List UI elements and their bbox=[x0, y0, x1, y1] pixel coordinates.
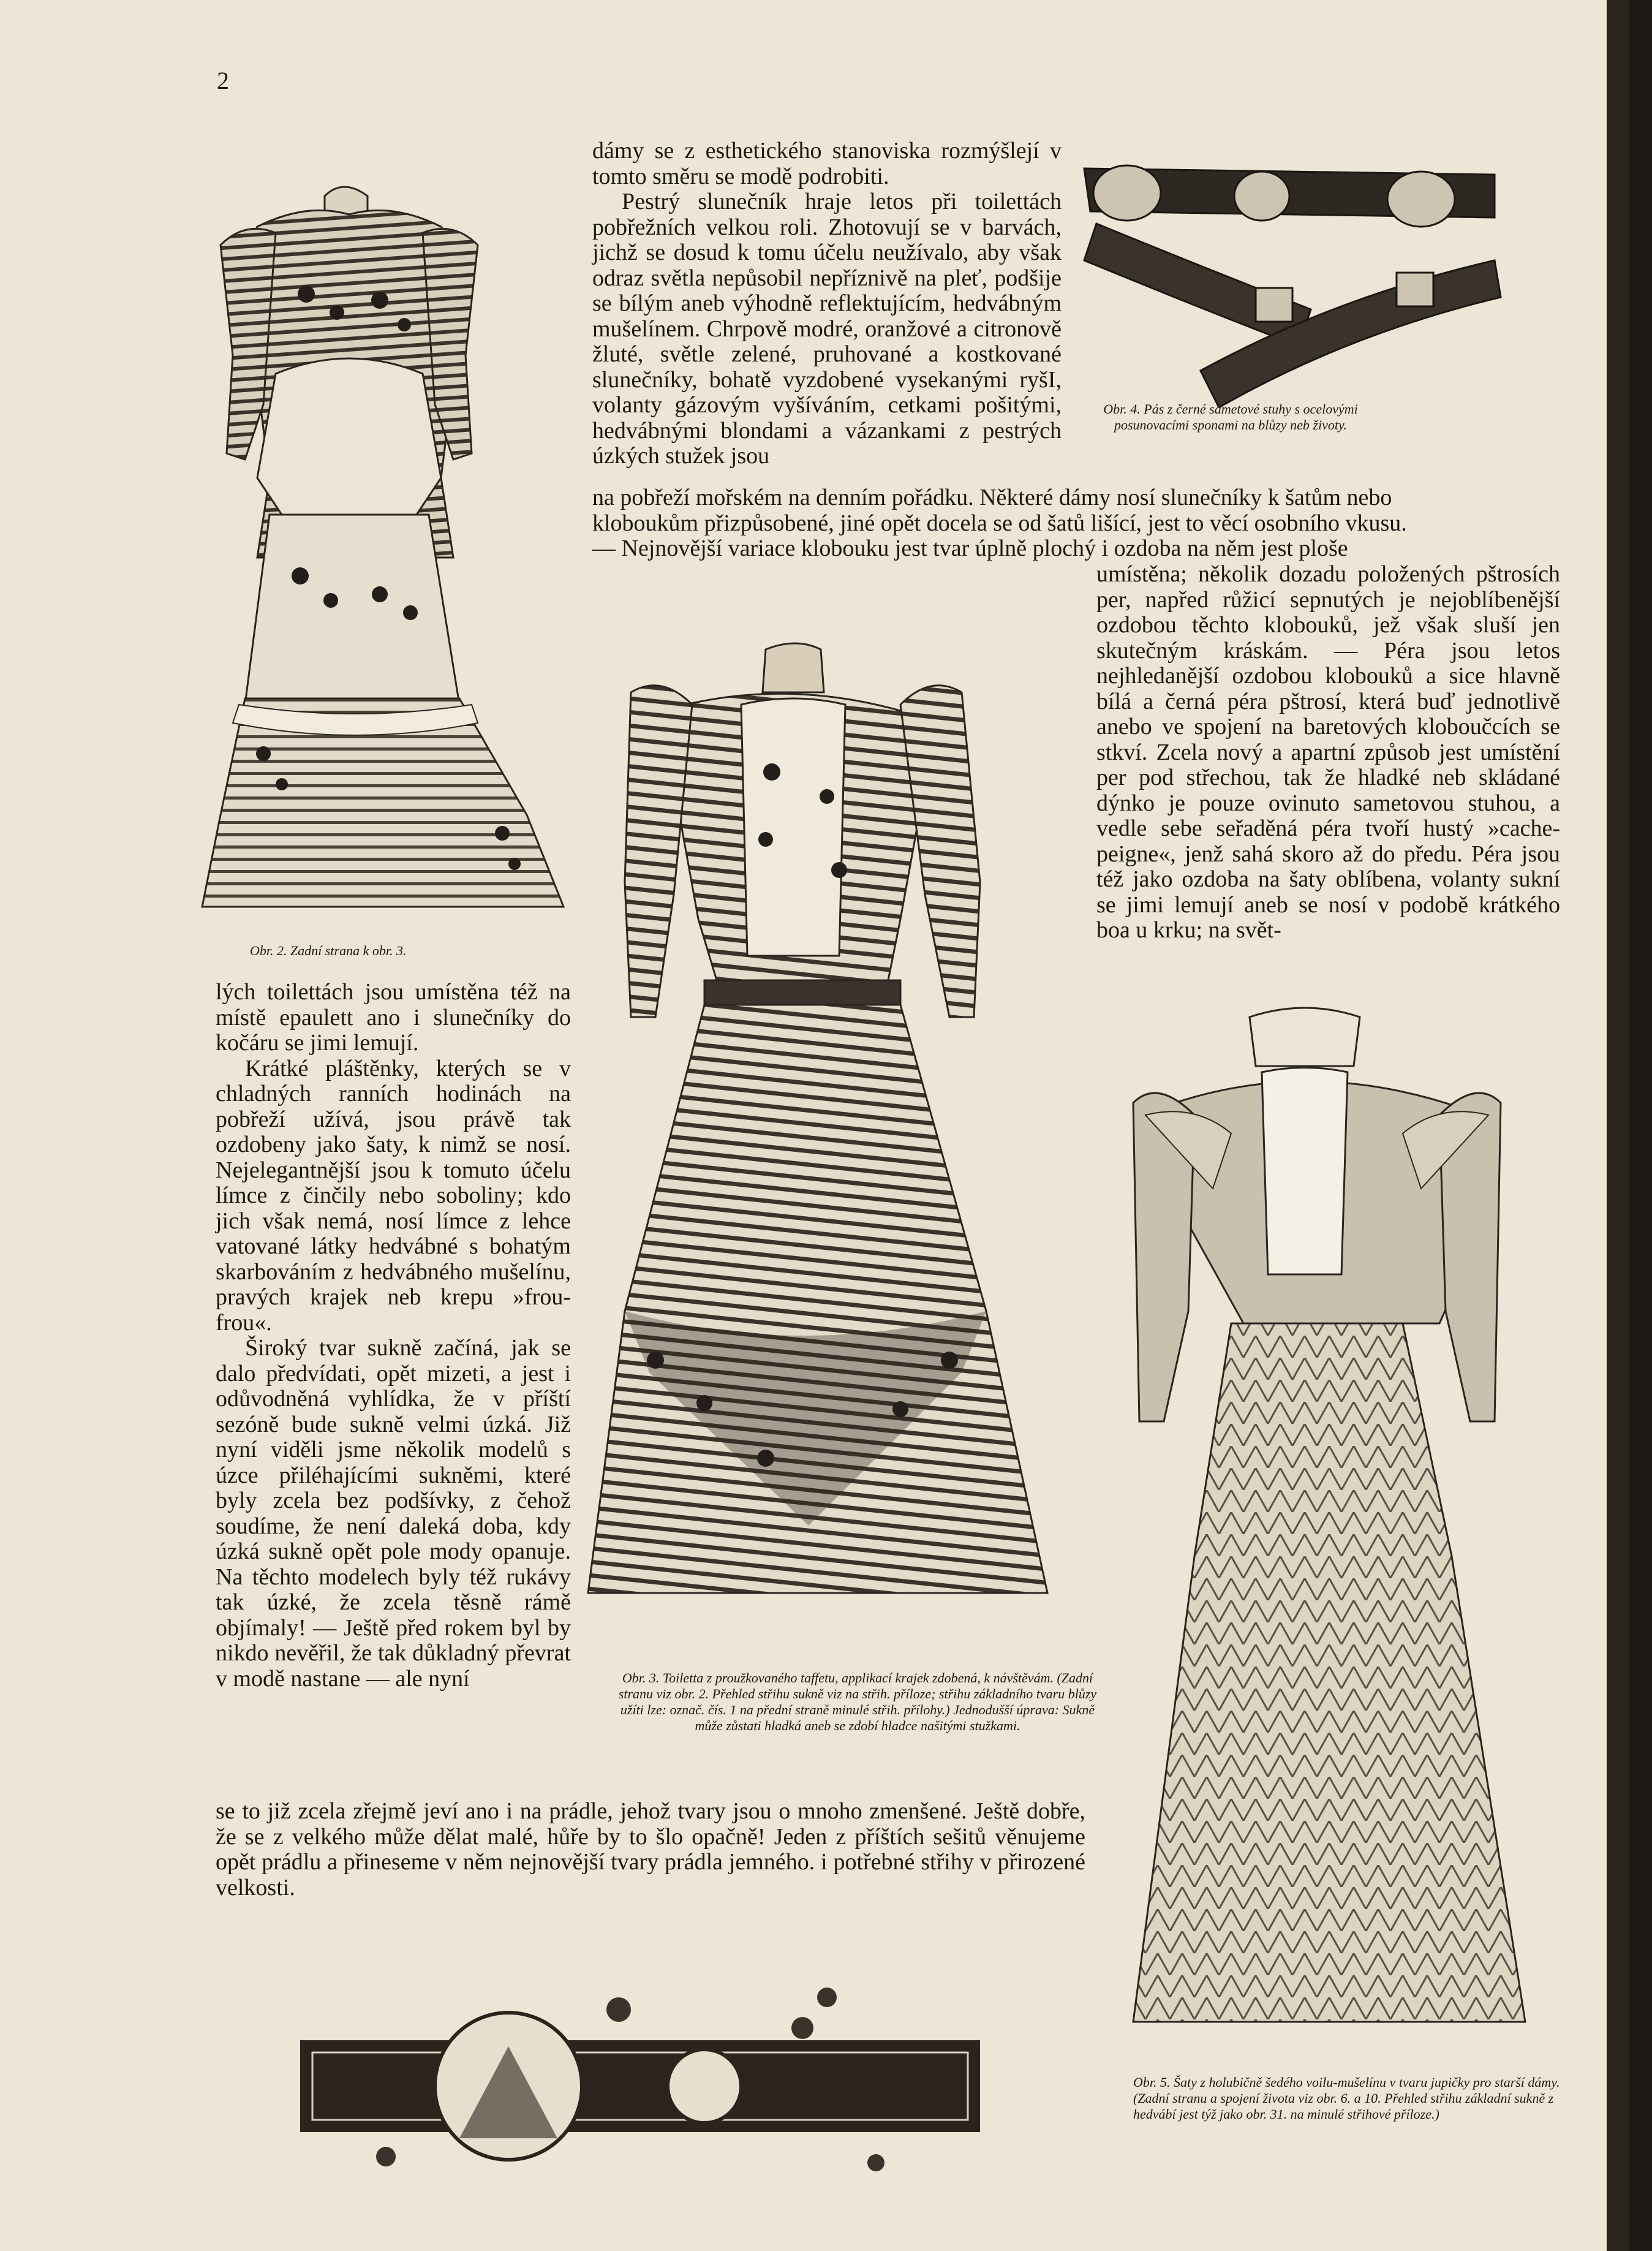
figure-5-caption: Obr. 5. Šaty z holubičně šedého voilu-mušelínu v tvaru jupičky pro starší dámy. (Zadní stranu a spojení života viz obr. 6. a 10. Přehled střihu základní sukně z hedvábí jest týž jako obr. 31. na minulé střihové příloze.) bbox=[1133, 2075, 1560, 2122]
paragraph: Krátké pláštěnky, kterých se v chladných ranních hodinách na pobřeží užívá, jsou právě tak ozdobeny jako šaty, k nimž se nosí. Nejelegantnější jsou k tomuto účelu límce z činčily nebo soboliny; kdo jich však nemá, nosí límce z lehce vatované látky hedvábné s bohatým skarbováním z hedvábného mušelínu, pravých krajek neb krepu »frou-frou«. bbox=[216, 1055, 571, 1336]
right-text-column bbox=[1096, 562, 1560, 944]
bottom-text-column bbox=[216, 1799, 1085, 1901]
paragraph: dámy se z esthetického stanoviska rozmýšlejí v tomto směru se modě podrobiti. bbox=[592, 138, 1062, 189]
wide-text-lines bbox=[592, 485, 1560, 562]
figure-3-caption: Obr. 3. Toiletta z proužkovaného taffetu, applikací krajek zdobená, k návštěvám. (Zadní stranu viz obr. 2. Přehled střihu sukně viz na střih. příloze; střihu základního tvaru blůzy užíti lze: označ. čís. 1 na přední straně minulé střih. přílohy.) Jednodušší úprava: Sukně může zůstati hladká aneb se zdobí hladce našitými stužkami. bbox=[618, 1670, 1097, 1733]
paragraph: Široký tvar sukně začíná, jak se dalo předvídati, opět mizeti, a jest i odůvodněná vyhlídka, že v příští sezóně bude sukně velmi úzká. Již nyní viděli jsme několik modelů s úzce přiléhajícími sukněmi, které byly zcela bez podšívky, z čehož soudíme, že není daleká doba, kdy úzká sukně opět pole mody opanuje. Na těchto modelech byly též rukávy tak úzké, že zcela těsně rámě objímaly! — Ještě před rokem byl by nikdo nevěřil, že tak důkladný převrat v modě nastane — ale nyní bbox=[216, 1335, 571, 1692]
dress-back-illustration bbox=[184, 172, 588, 931]
text-line: — Nejnovější variace klobouku jest tvar úplně plochý i ozdoba na něm jest ploše bbox=[592, 535, 1348, 561]
figure-4-caption: Obr. 4. Pás z černé sametové stuhy s ocelovými posunovacími sponami na blůzy neb životy. bbox=[1103, 401, 1358, 433]
dress-jacket-illustration bbox=[1121, 1005, 1562, 2052]
paragraph: se to již zcela zřejmě jeví ano i na prádle, jehož tvary jsou o mnoho zmenšené. Ještě dobře, že se z velkého může dělat malé, hůře by to šlo opačně! Jeden z příštích sešitů věnujeme opět prádlu a přineseme v něm nejnovější tvary prádla jemného. i potřebné střihy v přirozené velkosti. bbox=[216, 1798, 1085, 1901]
decorative-vignette bbox=[276, 1973, 1011, 2200]
top-text-column bbox=[592, 138, 1062, 469]
paragraph: umístěna; několik dozadu položených pštrosích per, napřed růžicí sepnutých je nejoblíbenější ozdobou těchto klobouků, jež však sluší jen skutečným kráskám. — Péra jsou letos nejhledanější ozdobou klobouků a sice hlavně bílá a černá péra pštrosí, která buď jednotlivě anebo ve spojení na baretových kloboučcích se stkví. Zcela nový a apartní způsob jest umístění per pod střechou, tak že hladké neb skládané dýnko je pouze ovinuto sametovou stuhou, a vedle sebe seřaděná péra tvoří hustý »cache-peigne«, jenž sahá skoro až do předu. Péra jsou též jako ozdoba na šaty oblíbena, volanty sukní se jimi lemují aneb se nosí v podobě krátkého boa u krku; na svět- bbox=[1096, 561, 1560, 943]
belt-illustration bbox=[1078, 150, 1507, 407]
text-line: na pobřeží mořském na denním pořádku. Některé dámy nosí slunečníky k šatům nebo bbox=[592, 485, 1392, 510]
figure-2-caption: Obr. 2. Zadní strana k obr. 3. bbox=[250, 943, 407, 958]
text-line: kloboukům přizpůsobené, jiné opět docela se od šatů lišící, jest to věcí osobního vkusu. bbox=[592, 510, 1407, 536]
page-number: 2 bbox=[217, 67, 229, 94]
paragraph: lých toilettách jsou umístěna též na místě epaulett ano i slunečníky do kočáru se jimi lemují. bbox=[216, 979, 571, 1056]
dress-front-illustration bbox=[582, 637, 1115, 1654]
paragraph: Pestrý slunečník hraje letos při toilettách pobřežních velkou roli. Zhotovují se v barvách, jichž se dosud k tomu účelu neužívalo, aby však odraz světla nepůsobil nepříznivě na pleť, podšije se bílým aneb výhodně reflektujícím, hedvábným mušelínem. Chrpově modré, oranžové a citronově žluté, světle zelené, pruhované a kostkované slunečníky, bohatě vyzdobené vysekanými ryšI, volanty gázovým vyšíváním, cetkami pošitými, hedvábnými blondami a vázankami z pestrých úzkých stužek jsou bbox=[592, 189, 1062, 469]
binding-edge bbox=[1607, 0, 1629, 2251]
left-text-column bbox=[216, 980, 571, 1692]
